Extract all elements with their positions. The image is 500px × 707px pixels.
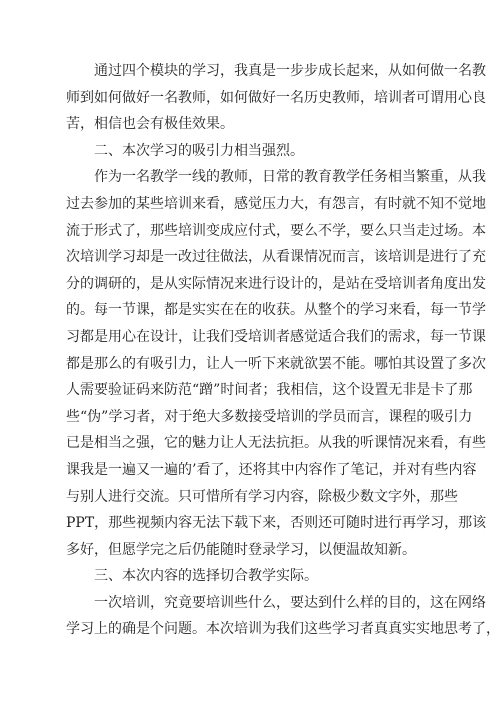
text-line: 学习上的确是个问题。本次培训为我们这些学习者真真实实地思考了， [66,621,500,638]
text-line: 流于形式了，那些培训变成应付式，要么不学，要么只当走过场。本 [66,222,486,239]
section-heading-2: 二、本次学习的吸引力相当强烈。 [94,142,304,159]
text-line: 苦，相信也会有极佳效果。 [66,116,234,133]
text-line: 课我是一遍又一遍的’看了，还将其中内容作了笔记，并对有些内容 [66,461,477,478]
text-line: 作为一名教学一线的教师，日常的教育教学任务相当繁重，从我 [94,169,486,186]
text-line: 与别人进行交流。只可惜所有学习内容，除极少数文字外，那些 [66,488,458,505]
paragraph-1 [66,58,486,138]
section-heading-3: 三、本次内容的选择切合教学实际。 [94,568,318,585]
paragraph-2 [66,164,487,563]
text-line: 习都是用心在设计，让我们受培训者感觉适合我们的需求，每一节课 [66,328,486,345]
text-line: 多好，但愿学完之后仍能随时登录学习，以便温故知新。 [66,541,416,558]
text-line: 都是那么的有吸引力，让人一听下来就欲罢不能。哪怕其设置了多次 [66,355,486,372]
text-line: 次培训学习却是一改过往做法，从看课情况而言，该培训是进行了充 [66,249,486,266]
document-body [66,58,500,643]
text-line: 师到如何做好一名教师，如何做好一名历史教师，培训者可谓用心良 [66,89,486,106]
text-line: 过去参加的某些培训来看，感觉压力大，有怨言，有时就不知不觉地 [66,195,486,212]
text-line: 人需要验证码来防范“蹭”时间者；我相信，这个设置无非是卡了那 [66,382,473,399]
text-line: 已是相当之强，它的魅力让人无法抗拒。从我的听课情况来看，有些 [66,435,486,452]
text-line: 通过四个模块的学习，我真是一步步成长起来，从如何做一名教 [94,63,486,79]
paragraph-3 [66,590,500,643]
text-line: PPT，那些视频内容无法下载下来，否则还可随时进行再学习，那该 [66,515,487,532]
text-line: 些“伪”学习者，对于绝大多数接受培训的学员而言，课程的吸引力 [66,408,473,425]
text-line: 的。每一节课，都是实实在在的收获。从整个的学习来看，每一节学 [66,302,486,319]
text-line: 分的调研的，是从实际情况来进行设计的，是站在受培训者角度出发 [66,275,486,292]
text-line: 一次培训，究竟要培训些什么，要达到什么样的目的，这在网络 [94,594,486,611]
